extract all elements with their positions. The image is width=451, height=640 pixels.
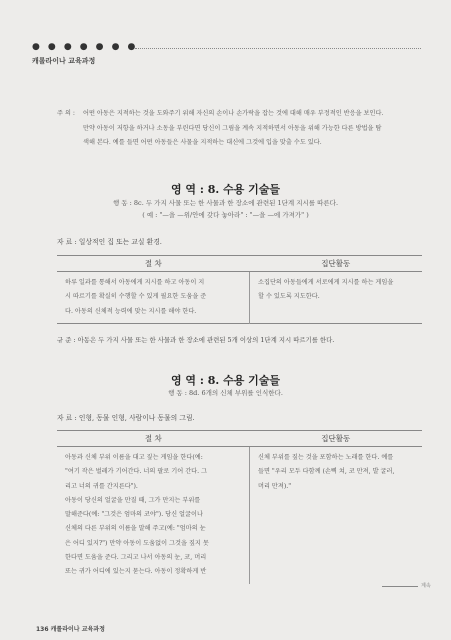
text-line: 신체 부위를 짚는 것을 포함하는 노래를 한다. 예를 bbox=[258, 454, 394, 461]
caution-note bbox=[57, 107, 422, 151]
materials-line: 자 료 : 일상적인 집 또는 교실 환경. bbox=[57, 238, 162, 246]
caution-line: 색해 본다. 예를 들면 어떤 아동들은 사물을 지적하는 대신에 그것에 입을 맞출 수도 있다. bbox=[83, 139, 322, 146]
section-title: 영 역 : 8. 수용 기술들 bbox=[170, 374, 281, 387]
text-line: 또는 귀가 어디에 있는지 묻는다. 아동이 정확하게 반 bbox=[65, 568, 207, 576]
page-footer bbox=[36, 624, 105, 633]
text-line: 신체의 다른 부위의 이름을 말해 주고(예: "엄마의 눈 bbox=[65, 525, 206, 533]
text-line: 아동이 당신의 얼굴을 만질 때, 그가 만지는 부위를 bbox=[65, 496, 201, 504]
text-line: 말해준다(예: "그것은 엄마의 코야"). 당신 얼굴이나 bbox=[65, 511, 203, 519]
continued-rule bbox=[382, 586, 418, 587]
text-line: 은 어디 있지?") 만약 아동이 도움없이 그것을 짚지 못 bbox=[65, 539, 209, 547]
text-line: 들면 "우리 모두 다함께 (손뼉 쳐, 코 만져, 발 굴러, bbox=[258, 468, 395, 476]
procedure-header: 절 차 bbox=[57, 256, 250, 272]
procedure-cell bbox=[57, 447, 250, 584]
group-activity-cell bbox=[250, 447, 423, 584]
page-number: 136 bbox=[36, 626, 49, 633]
series-title: 캐롤라이나 교육과정 bbox=[32, 57, 96, 65]
text-line: "여기 작은 벌레가 기어간다. 너의 팔로 기어 간다. 그 bbox=[65, 468, 208, 476]
behavior-line: 행 동 : 8d. 6개의 신체 부위를 인식한다. bbox=[168, 389, 283, 397]
caution-line: 만약 아동이 저항을 하거나 소동을 부린다면 당신이 그림을 계속 지적하면서 아동을 위해 가능한 다른 방법을 탐 bbox=[83, 124, 382, 132]
group-activity-cell bbox=[250, 272, 423, 324]
group-activity-header: 집단활동 bbox=[250, 431, 423, 447]
text-line: 시 따르기를 확실히 수행할 수 있게 필요한 도움을 준 bbox=[65, 293, 207, 301]
text-line: 소집단의 아동들에게 서로에게 지시를 하는 게임을 bbox=[258, 279, 394, 286]
activity-table bbox=[57, 255, 422, 324]
section-title: 영 역 : 8. 수용 기술들 bbox=[170, 183, 281, 196]
criterion-line: 규 준 : 아동은 두 가지 사물 또는 한 사물과 한 장소에 관련된 5개 이상의 1단계 지시 따르기를 한다. bbox=[57, 336, 335, 344]
header-dots: ● ● ● ● ● ● ● bbox=[32, 42, 138, 52]
running-header bbox=[32, 42, 421, 66]
footer-series-title: 캐롤라이나 교육과정 bbox=[50, 626, 105, 633]
group-activity-header: 집단활동 bbox=[250, 256, 423, 272]
procedure-cell bbox=[57, 272, 250, 324]
text-line: 하루 일과를 통해서 아동에게 지시를 하고 아동이 지 bbox=[65, 279, 205, 286]
text-line: 머리 만져)." bbox=[258, 482, 292, 490]
behavior-line: 행 동 : 8c. 두 가지 사물 또는 한 사물과 한 장소에 관련된 1단계 지시를 따른다. bbox=[112, 199, 339, 207]
text-line: 한다면 도움을 준다. 그리고 나서 아동의 눈, 코, 머리 bbox=[65, 554, 207, 562]
continued-label: 계속 bbox=[421, 583, 431, 589]
caution-line: 어떤 아동은 지적하는 것을 도와주기 위해 자신의 손이나 손가락을 잡는 것에 대해 매우 부정적인 반응을 보인다. bbox=[83, 110, 384, 117]
procedure-header: 절 차 bbox=[57, 431, 250, 447]
header-dotted-rule bbox=[135, 48, 421, 49]
caution-label: 주 의 : bbox=[57, 110, 75, 117]
text-line: 아동과 신체 부위 이름을 대고 짚는 게임을 한다(예: bbox=[65, 454, 203, 461]
text-line: 할 수 있도록 지도한다. bbox=[258, 293, 320, 301]
example-line: ( 예 : "—을 —위/안에 갖다 놓아라" : "—을 —에 가져가" ) bbox=[142, 211, 309, 219]
text-line: 리고 너의 귀를 간지른다"). bbox=[65, 482, 138, 490]
text-line: 다. 아동의 신체적 능력에 맞는 지시를 해야 한다. bbox=[65, 307, 197, 315]
materials-line: 자 료 : 인형, 동물 인형, 사람이나 동물의 그림. bbox=[57, 414, 195, 422]
activity-table bbox=[57, 430, 422, 584]
